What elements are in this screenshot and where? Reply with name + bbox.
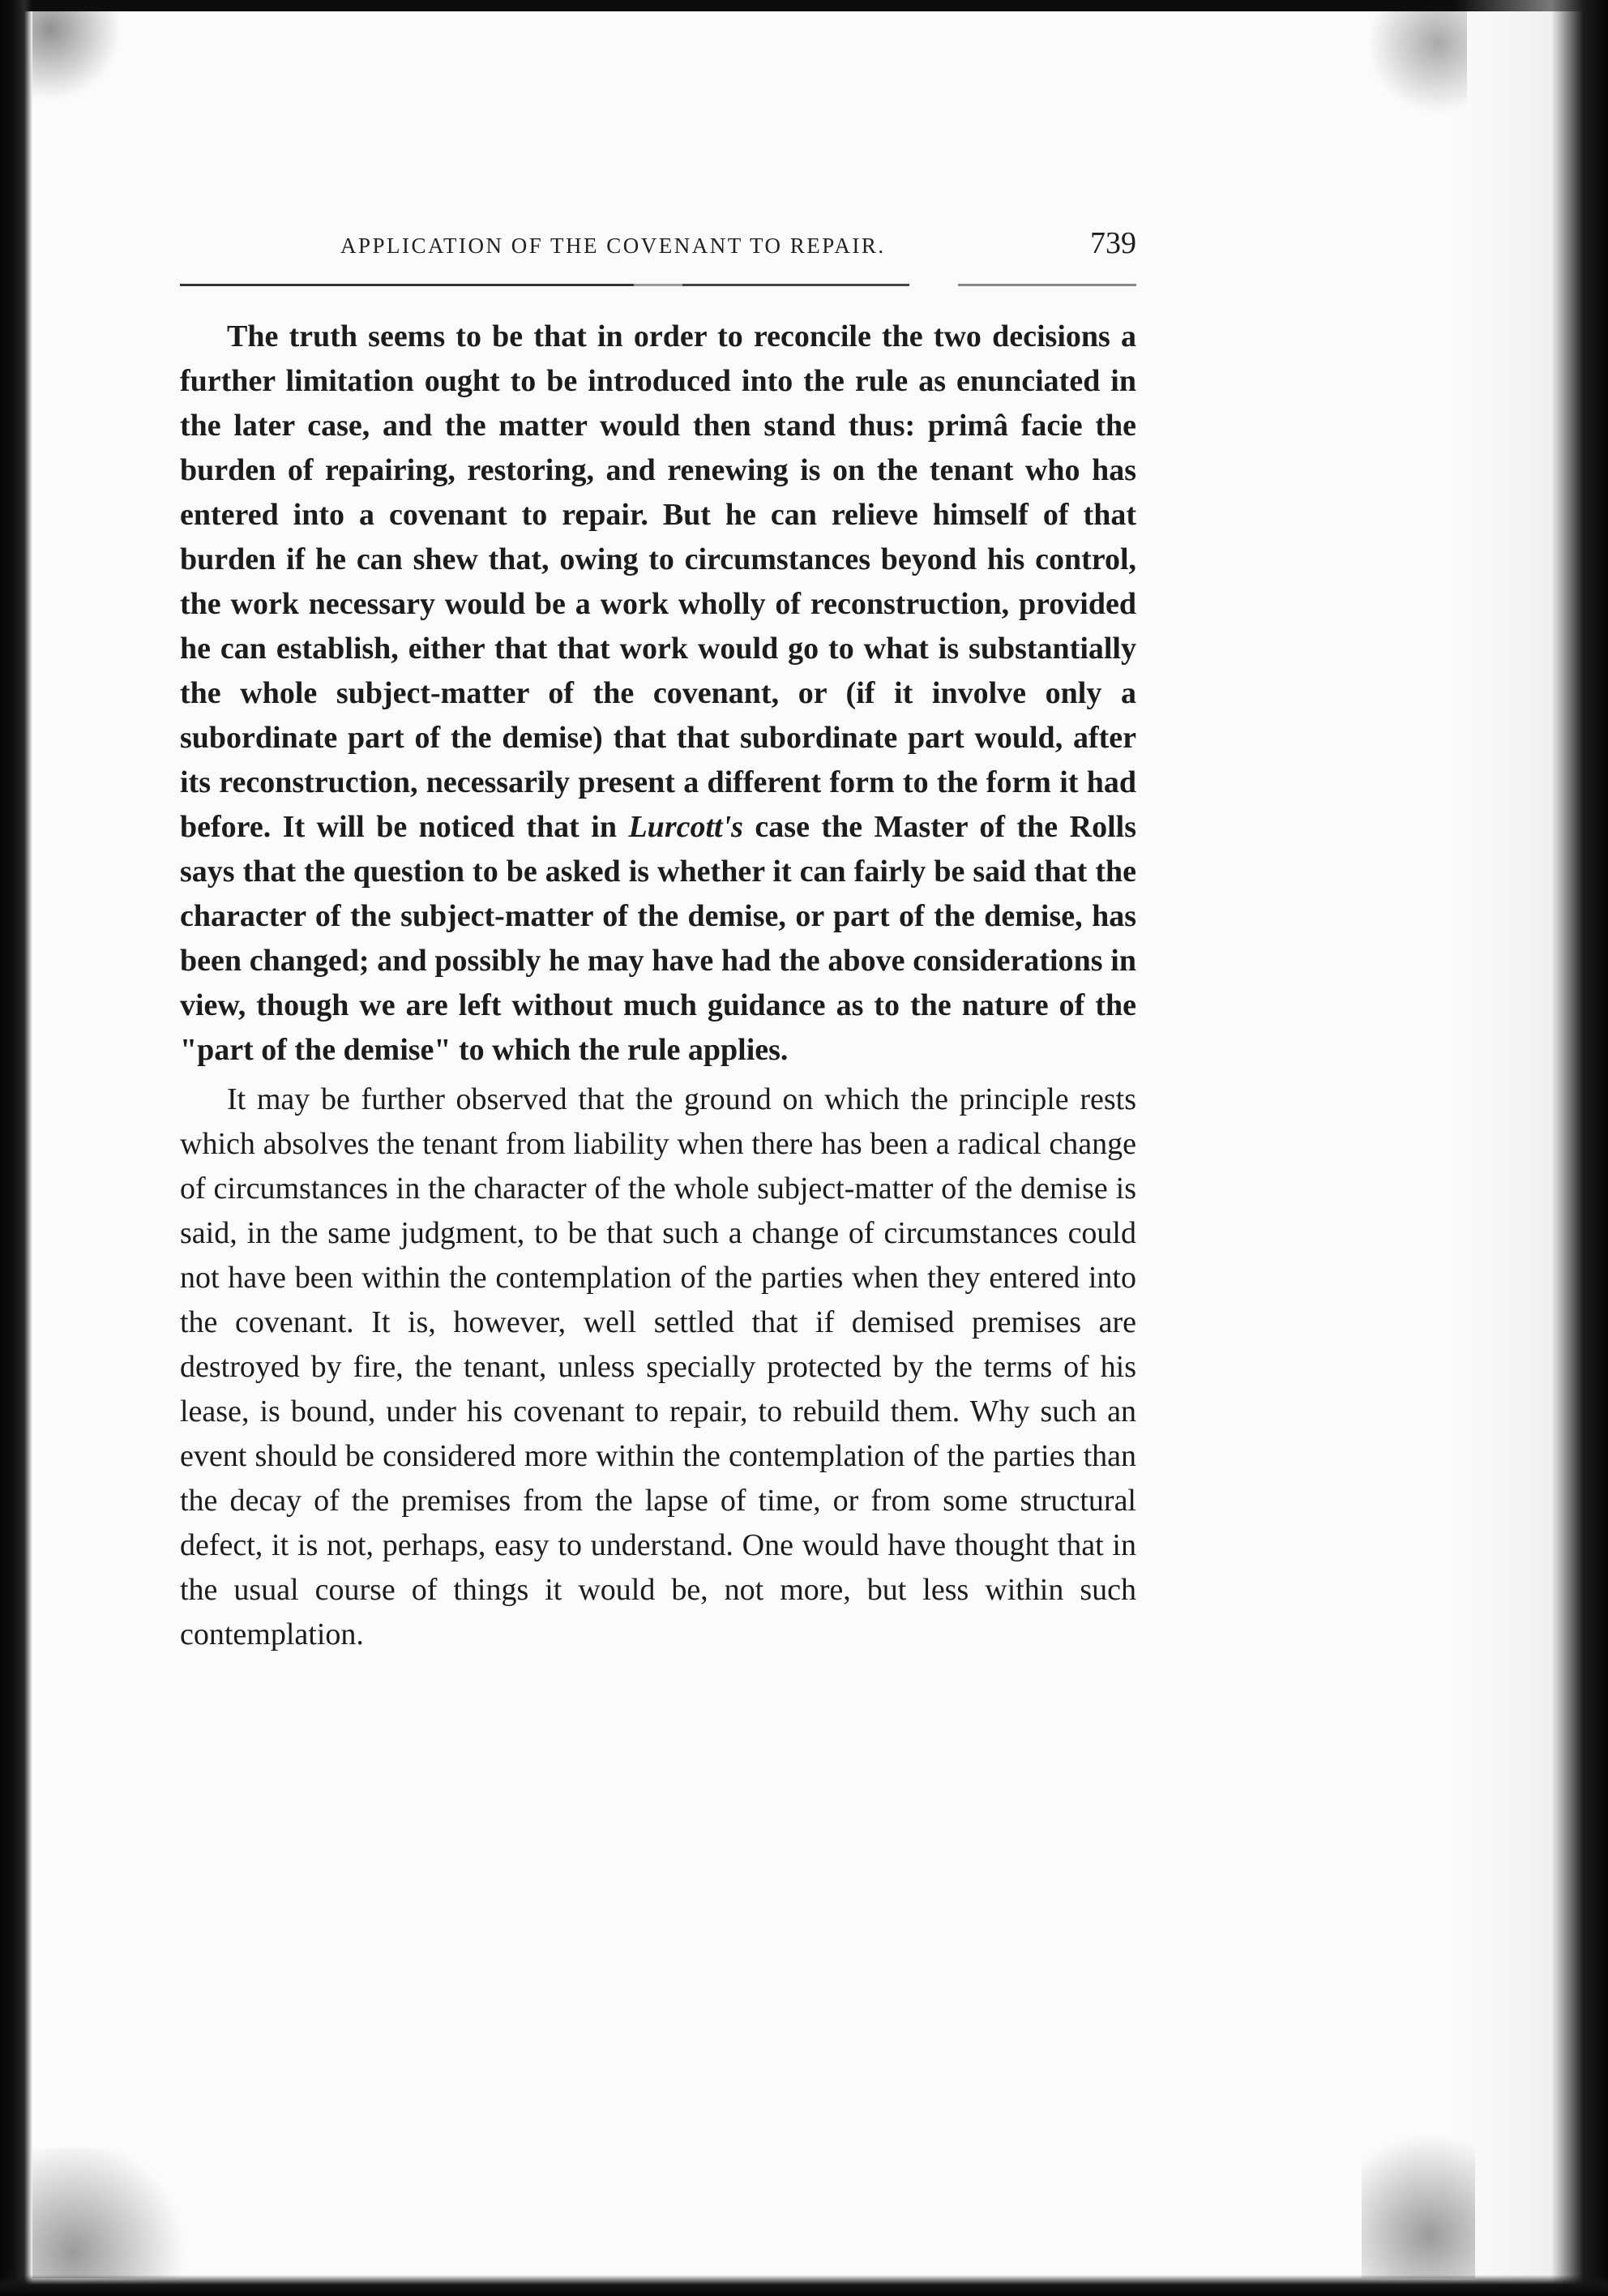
body-text bbox=[180, 315, 1136, 1657]
paragraph-text: The truth seems to be that in order to reconcile the two decisions a further limitation ought to be introduced into the rule as enunciated in the later case, and the matter would then stand thus: primâ facie the burden of repairing, restoring, and renewing is on the tenant who has entered into a covenant to repair. But he can relieve himself of that burden if he can shew that, owing to circumstances beyond his control, the work necessary would be a work wholly of reconstruction, provided he can establish, either that that work would go to what is substantially the whole subject-matter of the covenant, or (if it involve only a subordinate part of the demise) that that subordinate part would, after its reconstruction, necessarily present a different form to the form it had before. It will be noticed that in bbox=[180, 319, 1136, 844]
case-name: Lurcott's bbox=[628, 810, 743, 844]
scan-edge-top bbox=[0, 0, 1608, 11]
running-title: APPLICATION OF THE COVENANT TO REPAIR. bbox=[340, 233, 886, 258]
running-header bbox=[180, 224, 1136, 272]
paragraph-text: case the Master of the Rolls says that the question to be asked is whether it can fairly be said that the character of the subject-matter of the demise, or part of the demise, has been changed; and possibly he may have had the above considerations in view, though we are left without much guidance as to the nature of the "part of the demise" to which the rule applies. bbox=[180, 810, 1136, 1067]
paragraph bbox=[180, 315, 1136, 1073]
page-number: 739 bbox=[1090, 226, 1136, 260]
scan-speckle bbox=[1370, 11, 1467, 117]
paragraph: It may be further observed that the ground on which the principle rests which absolves the tenant from liability when there has been a radical change of circumstances in the character of the whole subject-matter of the demise is said, in the same judgment, to be that such a change of circumstances could not have been within the contemplation of the parties when they entered into the covenant. It is, however, well settled that if demised premises are destroyed by fire, the tenant, unless specially protected by the terms of his lease, is bound, under his covenant to repair, to rebuild them. Why such an event should be considered more within the contemplation of the parties than the decay of the premises from the lapse of time, or from some structural defect, it is not, perhaps, easy to understand. One would have thought that in the usual course of things it would be, not more, but less within such contemplation. bbox=[180, 1082, 1136, 1651]
scan-speckle bbox=[1362, 2108, 1475, 2278]
scan-speckle bbox=[32, 11, 122, 101]
scan-edge-right bbox=[1454, 0, 1608, 2296]
scan-edge-left bbox=[0, 0, 32, 2296]
scan-speckle bbox=[32, 2148, 195, 2278]
header-rule bbox=[180, 284, 1136, 286]
